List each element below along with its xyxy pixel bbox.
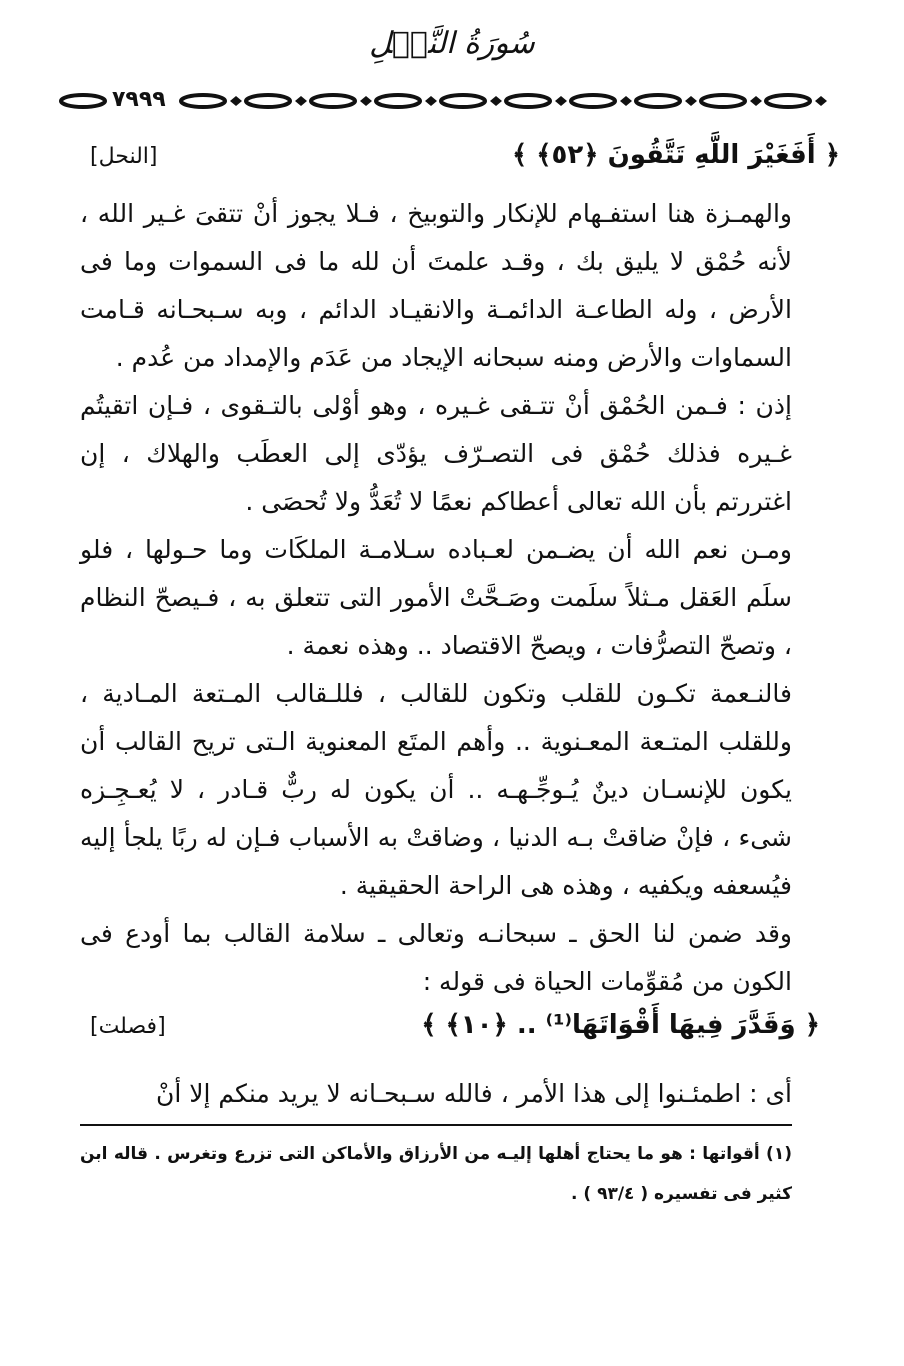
chain-border <box>58 86 848 116</box>
footnote-separator <box>80 1124 792 1126</box>
paragraph-3: ومـن نعم الله أن يضـمن لعـباده سـلامـة الملكَات وما حـولها ، فلو سلَم العَقل مـثلاً سلَمت وصَـحَّتْ الأمور التى تتعلق به ، فـيصحّ النظام ، وتصحّ التصرُّفات ، ويصحّ الاقتصاد .. وهذه نعمة . <box>80 535 792 660</box>
surah-reference: [فصلت] <box>90 1014 166 1039</box>
verse-line-2 <box>70 1010 840 1044</box>
quran-verse: ﴿ أَفَغَيْرَ اللَّهِ تَتَّقُونَ ﴿٥٢﴾ ﴾ <box>512 140 840 170</box>
paragraph-1: والهمـزة هنا استفـهام للإنكار والتوبيخ ، فـلا يجوز أنْ تتقىَ غـير الله ، لأنه حُمْق لا يليق بك ، وقـد علمتَ أن لله ما فى السموات وما فى الأرض ، وله الطاعـة الدائمـة والانقيـاد الدائم ، وبه سـبحـانه قـامت السماوات والأرض ومنه سبحانه الإيجاد من عَدَم والإمداد من عُدم . <box>80 199 792 372</box>
surah-title: سُورَةُ النَّحۡلِ <box>369 26 535 61</box>
verse-line-1 <box>70 140 840 174</box>
chain-ornament <box>58 86 848 116</box>
surah-reference: [النحل] <box>90 144 158 169</box>
page-number: ٧٩٩٩ <box>108 86 170 114</box>
paragraph-4: فالنـعمة تكـون للقلب وتكون للقالب ، فللـقالب المـتعة المـادية ، وللقلب المتـعة المعـنوية .. وأهم المتَع المعنوية الـتى تريح القالب أن يكون للإنسـان دينٌ يُـوجِّـهـه .. أن يكون له ربٌّ قـادر ، لا يُعـجِـزه شىء ، فإنْ ضاقتْ بـه الدنيا ، وضاقتْ به الأسباب فـإن له ربًا يلجأ إليه فيُسعفه ويكفيه ، وهذه هى الراحة الحقيقية . <box>80 679 792 900</box>
paragraph-5: وقد ضمن لنا الحق ـ سبحانـه وتعالى ـ سلامة القالب بما أودع فى الكون من مُقوِّمات الحياة فى قوله : <box>80 919 792 996</box>
footnote: (١) أقواتها : هو ما يحتاج أهلها إليـه من الأرزاق والأماكن التى تزرع وتغرس . قاله ابن كثير فى تفسيره ( ٩٣/٤ ) . <box>80 1144 792 1204</box>
paragraph-continuation: أى : اطمئـنوا إلى هذا الأمر ، فالله سـبحـانه لا يريد منكم إلا أنْ <box>155 1079 792 1108</box>
paragraph-2: إذن : فـمن الحُمْق أنْ تتـقى غـيره ، وهو أوْلى بالتـقوى ، فـإن اتقيتُم غـيره فذلك حُمْق فى التصـرّف يؤدّى إلى العطَب والهلاك ، إن اغتررتم بأن الله تعالى أعطاكم نعمًا لا تُعَدُّ ولا تُحصَى . <box>80 391 792 516</box>
quran-verse: ﴿ وَقَدَّرَ فِيهَا أَقْوَاتَهَا⁽¹⁾ .. ﴿١٠﴾ ﴾ <box>421 1010 820 1040</box>
